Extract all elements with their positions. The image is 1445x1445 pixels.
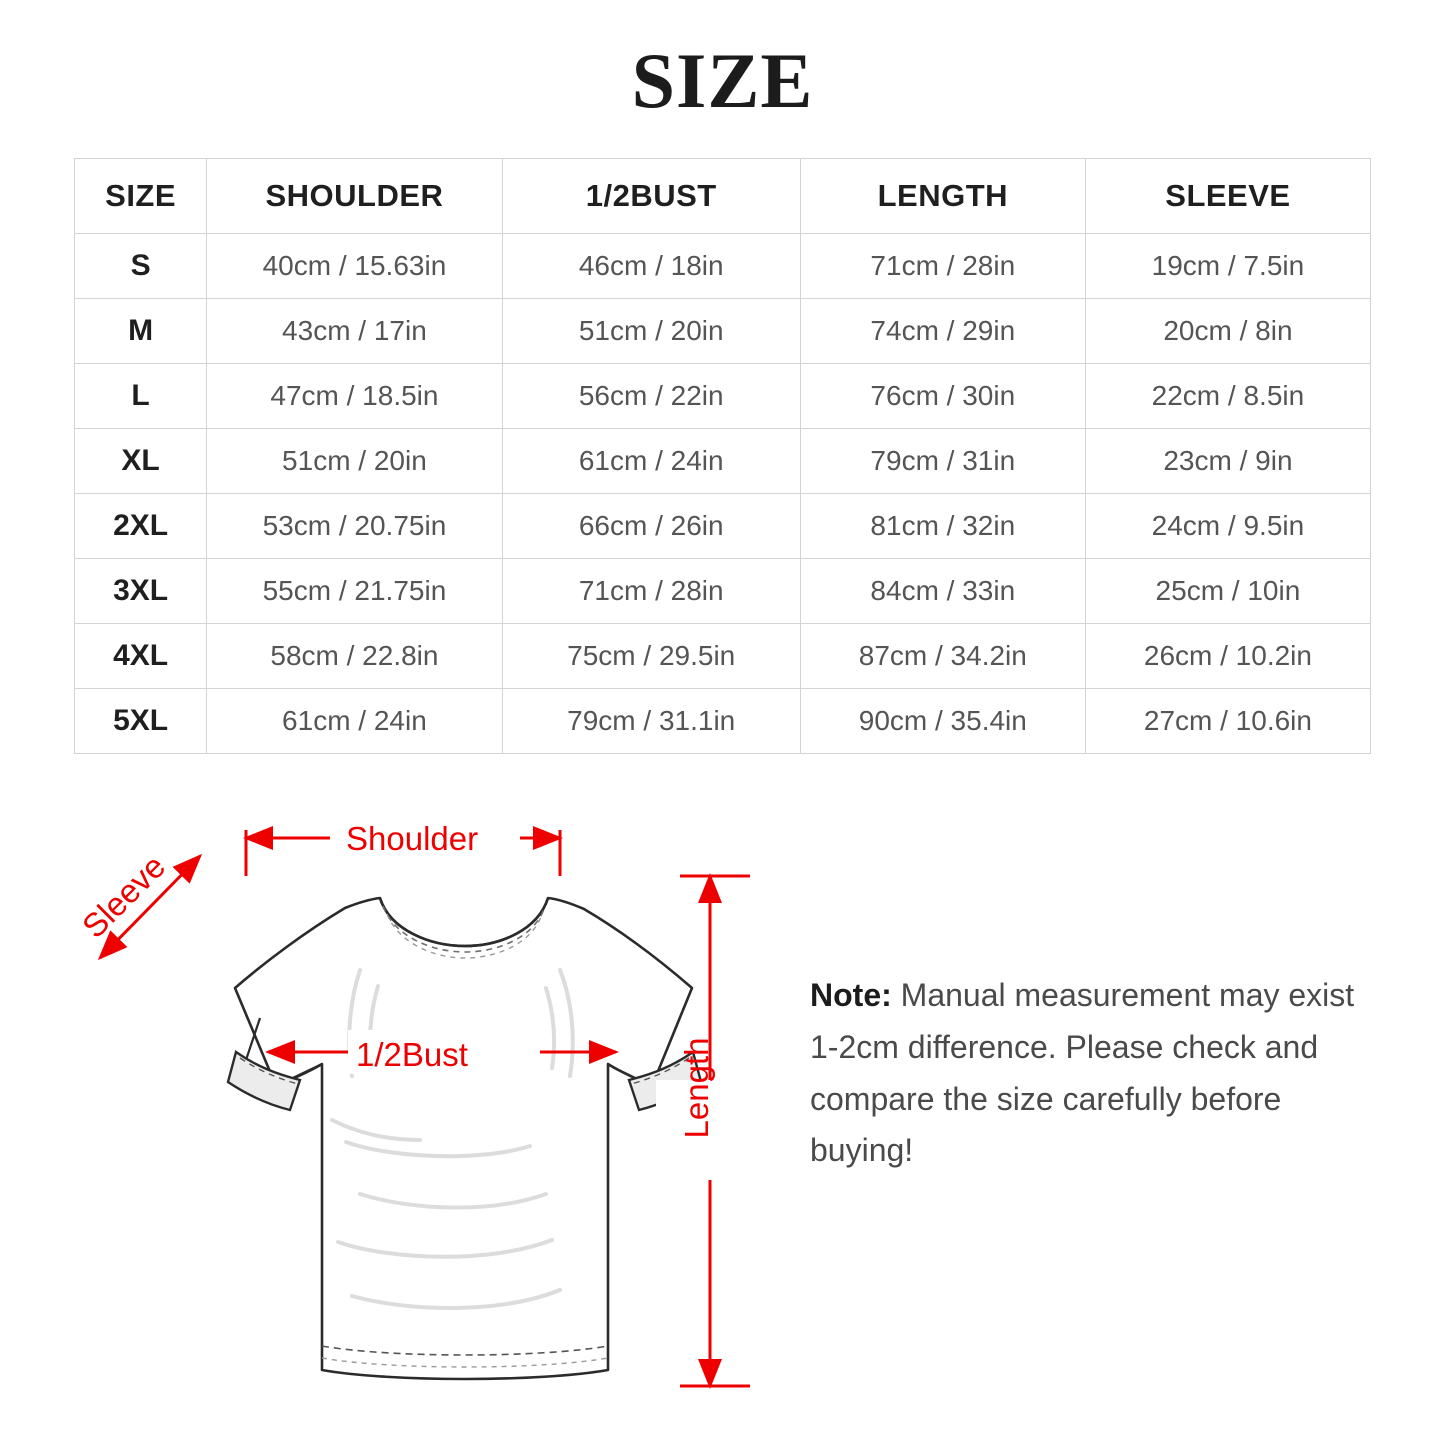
size-table <box>74 158 1371 754</box>
note-label: Note: <box>810 977 892 1013</box>
table-row <box>75 299 1371 364</box>
cell-bust: 51cm / 20in <box>502 299 800 364</box>
cell-sleeve: 24cm / 9.5in <box>1085 494 1370 559</box>
label-bust: 1/2Bust <box>356 1036 468 1073</box>
cell-length: 84cm / 33in <box>800 559 1085 624</box>
cell-length: 79cm / 31in <box>800 429 1085 494</box>
cell-length: 81cm / 32in <box>800 494 1085 559</box>
label-shoulder: Shoulder <box>346 820 479 857</box>
note-body: Manual measurement may exist 1-2cm difference. Please check and compare the size carefully before buying! <box>810 977 1355 1169</box>
column-header-sleeve: SLEEVE <box>1085 159 1370 234</box>
cell-size: XL <box>75 429 207 494</box>
cell-shoulder: 40cm / 15.63in <box>207 234 502 299</box>
cell-length: 74cm / 29in <box>800 299 1085 364</box>
cell-sleeve: 25cm / 10in <box>1085 559 1370 624</box>
table-row <box>75 429 1371 494</box>
cell-length: 87cm / 34.2in <box>800 624 1085 689</box>
cell-shoulder: 58cm / 22.8in <box>207 624 502 689</box>
column-header-shoulder: SHOULDER <box>207 159 502 234</box>
page-title: SIZE <box>631 37 814 124</box>
cell-size: 2XL <box>75 494 207 559</box>
cell-size: S <box>75 234 207 299</box>
note-text <box>810 970 1390 1177</box>
cell-size: 4XL <box>75 624 207 689</box>
cell-length: 71cm / 28in <box>800 234 1085 299</box>
column-header-length: LENGTH <box>800 159 1085 234</box>
table-body <box>75 234 1371 754</box>
cell-shoulder: 61cm / 24in <box>207 689 502 754</box>
cell-bust: 61cm / 24in <box>502 429 800 494</box>
cell-sleeve: 19cm / 7.5in <box>1085 234 1370 299</box>
tshirt-measurement-diagram <box>60 790 800 1410</box>
cell-sleeve: 26cm / 10.2in <box>1085 624 1370 689</box>
size-table-container <box>74 158 1371 754</box>
tshirt-illustration <box>228 898 701 1379</box>
shoulder-measure-annotation <box>246 816 560 876</box>
cell-bust: 79cm / 31.1in <box>502 689 800 754</box>
table-row <box>75 689 1371 754</box>
sleeve-measure-annotation <box>75 847 200 958</box>
table-row <box>75 234 1371 299</box>
cell-shoulder: 51cm / 20in <box>207 429 502 494</box>
cell-shoulder: 53cm / 20.75in <box>207 494 502 559</box>
table-header-row <box>75 159 1371 234</box>
table-header <box>75 159 1371 234</box>
table-row <box>75 559 1371 624</box>
table-row <box>75 494 1371 559</box>
table-row <box>75 364 1371 429</box>
cell-length: 90cm / 35.4in <box>800 689 1085 754</box>
cell-size: 5XL <box>75 689 207 754</box>
cell-size: M <box>75 299 207 364</box>
cell-bust: 46cm / 18in <box>502 234 800 299</box>
cell-shoulder: 55cm / 21.75in <box>207 559 502 624</box>
cell-sleeve: 27cm / 10.6in <box>1085 689 1370 754</box>
cell-sleeve: 20cm / 8in <box>1085 299 1370 364</box>
cell-size: 3XL <box>75 559 207 624</box>
cell-shoulder: 43cm / 17in <box>207 299 502 364</box>
cell-size: L <box>75 364 207 429</box>
column-header-size: SIZE <box>75 159 207 234</box>
cell-bust: 56cm / 22in <box>502 364 800 429</box>
table-row <box>75 624 1371 689</box>
cell-bust: 66cm / 26in <box>502 494 800 559</box>
cell-bust: 75cm / 29.5in <box>502 624 800 689</box>
length-measure-annotation <box>656 876 764 1386</box>
label-sleeve: Sleeve <box>74 847 173 945</box>
cell-bust: 71cm / 28in <box>502 559 800 624</box>
cell-length: 76cm / 30in <box>800 364 1085 429</box>
column-header-bust: 1/2BUST <box>502 159 800 234</box>
cell-shoulder: 47cm / 18.5in <box>207 364 502 429</box>
label-length: Length <box>678 1037 715 1139</box>
cell-sleeve: 22cm / 8.5in <box>1085 364 1370 429</box>
cell-sleeve: 23cm / 9in <box>1085 429 1370 494</box>
